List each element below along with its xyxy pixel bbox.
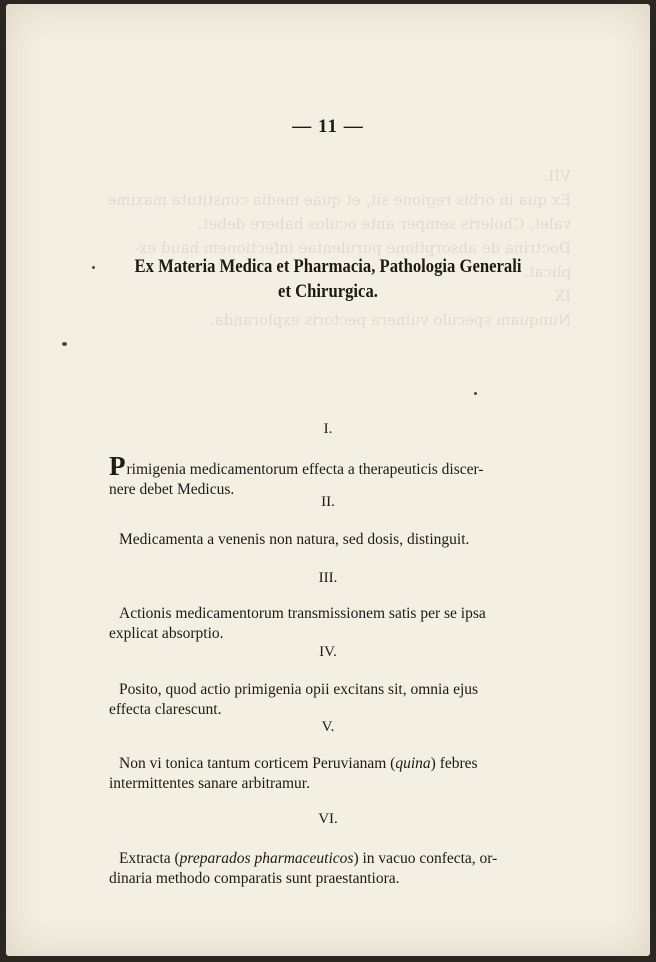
bleed-through-text: VII. Ex qua in orbis regione sit, et quae media constituta maxime valet, Choleris semper ante oculos habere debet. Doctrina de absorptione purulentae infectionem haud ex- plicat. IX. Nunquam speculo vulnera pectoris exploranda. (107, 167, 571, 329)
thesis-3-rest: explicat absorptio. (109, 625, 224, 642)
thesis-4-line-1: Posito, quod actio primigenia opii excitans sit, omnia ejus (119, 681, 479, 698)
thesis-3 (109, 604, 570, 644)
paper-speck (92, 266, 95, 269)
thesis-5 (109, 754, 570, 794)
thesis-6-post: ) in vacuo confecta, or- (353, 850, 498, 867)
thesis-5-pre: Non vi tonica tantum corticem Peruvianam ( (119, 755, 396, 772)
page-number: — 11 — (292, 116, 364, 137)
thesis-5-post: ) febres (430, 755, 478, 772)
document-page (6, 4, 650, 956)
section-title-line-1: Ex Materia Medica et Pharmacia, Pathologia Generali (134, 257, 522, 277)
thesis-6-pre: Extracta ( (119, 850, 180, 867)
thesis-5-rest: intermittentes sanare arbitramur. (109, 775, 310, 792)
thesis-numeral-4: IV. (319, 644, 337, 660)
thesis-numeral-5: V. (321, 719, 335, 735)
drop-cap: P (109, 451, 126, 481)
thesis-6 (109, 849, 570, 889)
thesis-2 (109, 530, 570, 550)
paper-speck (474, 392, 477, 395)
thesis-3-line-1: Actionis medicamentorum transmissionem satis per se ipsa (119, 605, 486, 622)
thesis-1-line-1: rimigenia medicamentorum effecta a therapeuticis discer- (126, 461, 484, 478)
thesis-numeral-1: I. (323, 421, 333, 437)
thesis-1 (109, 453, 570, 500)
thesis-4 (109, 680, 570, 720)
thesis-numeral-3: III. (318, 570, 338, 586)
thesis-numeral-2: II. (321, 494, 335, 510)
section-title-line-2: et Chirurgica. (278, 282, 378, 302)
thesis-6-italic: preparados pharmaceuticos (179, 850, 354, 867)
thesis-2-text: Medicamenta a venenis non natura, sed dosis, distinguit. (119, 531, 470, 548)
thesis-5-italic: quina (395, 755, 431, 772)
thesis-4-rest: effecta clarescunt. (109, 701, 222, 718)
thesis-1-rest: nere debet Medicus. (109, 481, 235, 498)
thesis-6-rest: dinaria methodo comparatis sunt praestantiora. (109, 870, 400, 887)
thesis-numeral-6: VI. (318, 811, 338, 827)
section-title (92, 255, 564, 305)
paper-speck (62, 342, 67, 346)
